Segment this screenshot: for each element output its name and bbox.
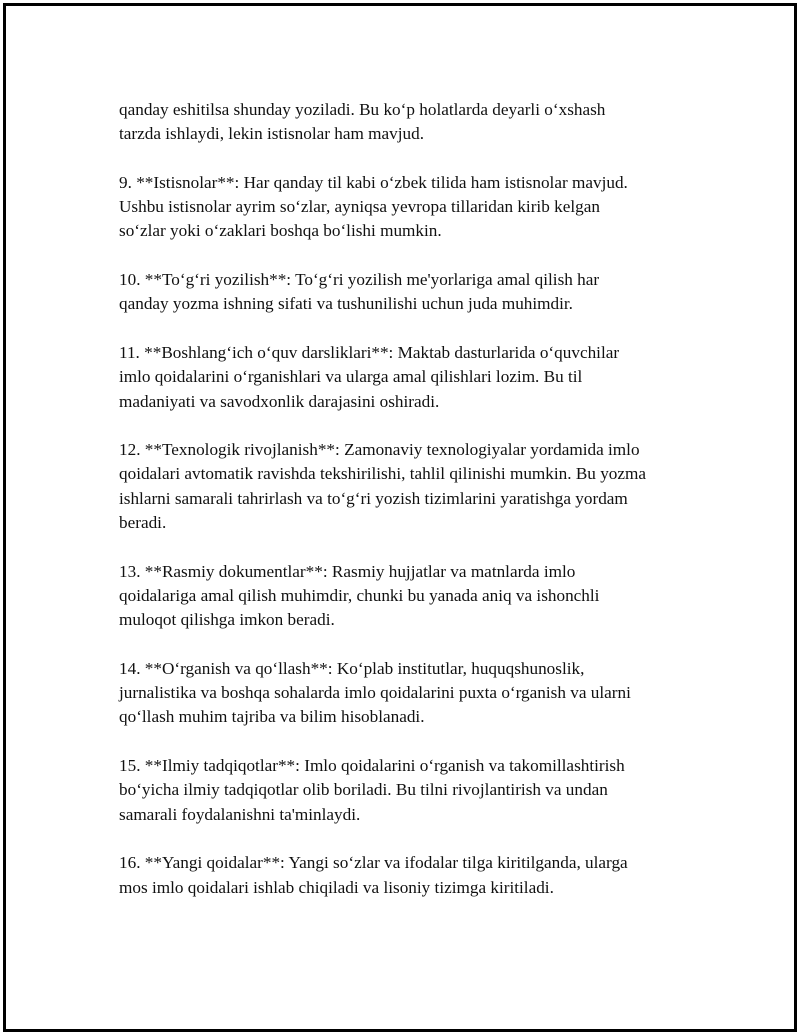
text-line: 16. **Yangi qoidalar**: Yangi so‘zlar va ifodalar tilga kiritilganda, ularga [119, 853, 628, 873]
document-page [3, 3, 797, 1032]
paragraph-item-14 [119, 657, 699, 730]
text-line: so‘zlar yoki o‘zaklari boshqa bo‘lishi mumkin. [119, 221, 442, 241]
text-line: 15. **Ilmiy tadqiqotlar**: Imlo qoidalarini o‘rganish va takomillashtirish [119, 756, 625, 776]
text-line: muloqot qilishga imkon beradi. [119, 610, 335, 630]
text-line: beradi. [119, 513, 167, 533]
text-line: 10. **To‘g‘ri yozilish**: To‘g‘ri yozilish me'yorlariga amal qilish har [119, 270, 600, 290]
text-line: qo‘llash muhim tajriba va bilim hisoblanadi. [119, 707, 425, 727]
text-line: mos imlo qoidalari ishlab chiqiladi va lisoniy tizimga kiritiladi. [119, 877, 554, 897]
paragraph-item-10 [119, 268, 699, 317]
text-line: 9. **Istisnolar**: Har qanday til kabi o‘zbek tilida ham istisnolar mavjud. [119, 172, 628, 192]
text-line: imlo qoidalarini o‘rganishlari va ularga amal qilishlari lozim. Bu til [119, 367, 583, 387]
text-line: qanday yozma ishning sifati va tushunilishi uchun juda muhimdir. [119, 294, 573, 314]
paragraph-item-13 [119, 560, 699, 633]
text-line: jurnalistika va boshqa sohalarda imlo qoidalarini puxta o‘rganish va ularni [119, 683, 631, 703]
paragraph-item-11 [119, 341, 699, 414]
text-line: 12. **Texnologik rivojlanish**: Zamonaviy texnologiyalar yordamida imlo [119, 440, 640, 460]
text-line: 11. **Boshlang‘ich o‘quv darsliklari**: Maktab dasturlarida o‘quvchilar [119, 342, 620, 362]
paragraph-item-16 [119, 851, 699, 900]
text-line: qanday eshitilsa shunday yoziladi. Bu ko‘p holatlarda deyarli o‘xshash [119, 100, 606, 119]
paragraph-item-15 [119, 754, 699, 827]
text-line: samarali foydalanishni ta'minlaydi. [119, 804, 361, 824]
text-line: 14. **O‘rganish va qo‘llash**: Ko‘plab institutlar, huquqshunoslik, [119, 658, 585, 678]
text-line: madaniyati va savodxonlik darajasini oshiradi. [119, 391, 440, 411]
text-line: bo‘yicha ilmiy tadqiqotlar olib boriladi. Bu tilni rivojlantirish va undan [119, 780, 608, 800]
text-line: qoidalari avtomatik ravishda tekshirilishi, tahlil qilinishi mumkin. Bu yozma [119, 464, 647, 484]
text-line: qoidalariga amal qilish muhimdir, chunki bu yanada aniq va ishonchli [119, 585, 600, 605]
paragraph-intro [119, 98, 699, 147]
text-line: ishlarni samarali tahrirlash va to‘g‘ri yozish tizimlarini yaratishga yordam [119, 488, 628, 508]
document-body [119, 98, 699, 924]
text-line: 13. **Rasmiy dokumentlar**: Rasmiy hujjatlar va matnlarda imlo [119, 561, 576, 581]
paragraph-item-12 [119, 438, 699, 535]
text-line: tarzda ishlaydi, lekin istisnolar ham mavjud. [119, 124, 425, 144]
paragraph-item-9 [119, 171, 699, 244]
text-line: Ushbu istisnolar ayrim so‘zlar, ayniqsa yevropa tillaridan kirib kelgan [119, 197, 600, 217]
